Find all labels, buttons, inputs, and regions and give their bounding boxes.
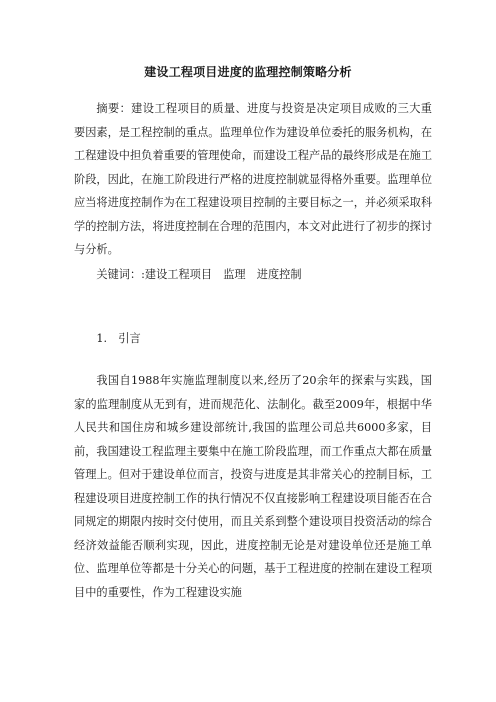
keywords-line: 关键词：:建设工程项目 监理 进度控制	[96, 268, 302, 281]
abstract-paragraph: 摘要：建设工程项目的质量、进度与投资是决定项目成败的三大重要因素，是工程控制的重点。监理单位作为建设单位委托的服务机构，在工程建设中担负着重要的管理使命，而建设工程产品的最终形成是在施工阶段，因此，在施工阶段进行严格的进度控制就显得格外重要。监理单位应当将进度控制作为在工程建设项目控制的主要目标之一，并必须采取科学的控制方法，将进度控制在合理的范围内，本文对此进行了初步的探讨与分析。	[74, 102, 433, 256]
section-heading: 1. 引言	[96, 332, 141, 345]
intro-paragraph: 我国自1988年实施监理制度以来,经历了20余年的探索与实践，国家的监理制度从无到有，进而规范化、法制化。截至2009年，根据中华人民共和国住房和城乡建设部统计,我国的监理公司总共6000多家，目前，我国建设工程监理主要集中在施工阶段监理，而工作重点大都在质量管理上。但对于建设单位而言，投资与进度是其非常关心的控制目标，工程建设项目进度控制工作的执行情况不仅直接影响工程建设项目能否在合同规定的期限内按时交付使用，而且关系到整个建设项目投资活动的综合经济效益能否顺利实现，因此，进度控制无论是对建设单位还是施工单位、监理单位等都是十分关心的问题，基于工程进度的控制在建设工程项目中的重要性，作为工程建设实施	[74, 374, 433, 599]
document-title: 建设工程项目进度的监理控制策略分析	[144, 65, 352, 79]
